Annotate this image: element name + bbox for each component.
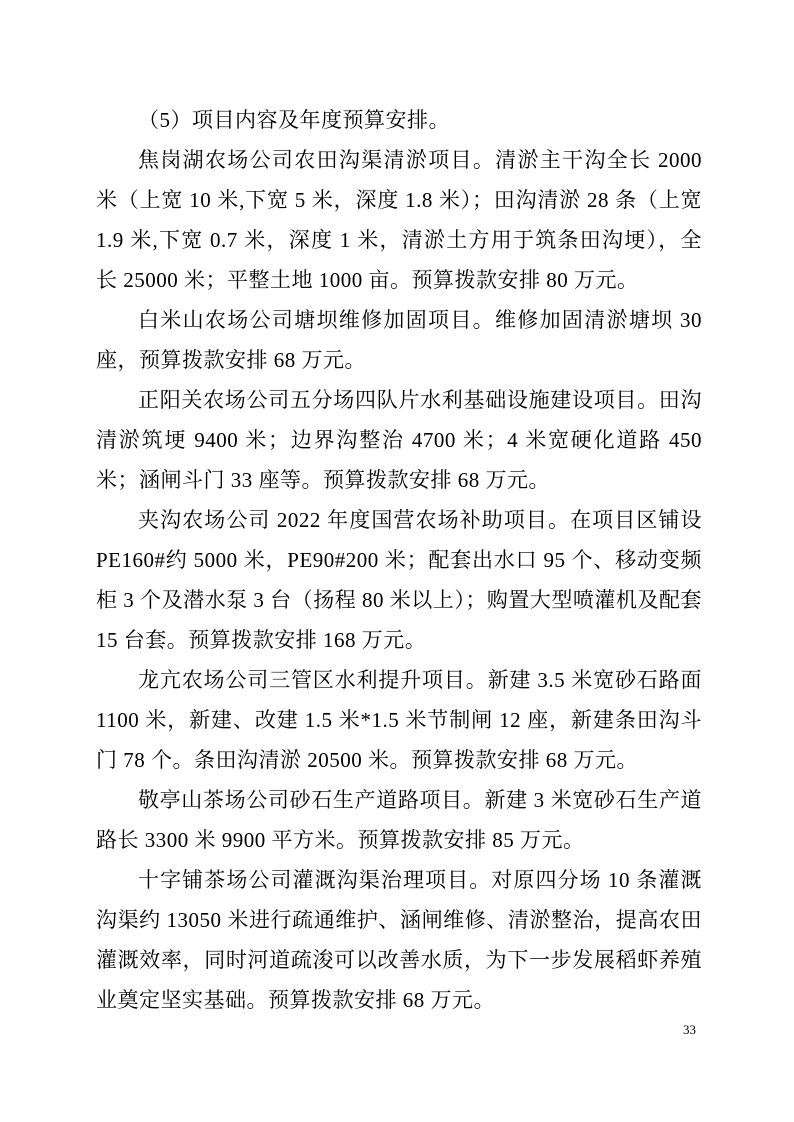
paragraph-jiaoganghu-farm: 焦岗湖农场公司农田沟渠清淤项目。清淤主干沟全长 2000 米（上宽 10 米,下宽 5 米，深度 1.8 米）；田沟清淤 28 条（上宽 1.9 米,下宽 0.7 米，深度 1 米，清淤土方用于筑条田沟埂），全长 25000 米；平整土地 1000 亩。预算拨款安排 80 万元。 (96, 148, 702, 292)
heading-item-5: （5）项目内容及年度预算安排。 (138, 108, 450, 132)
paragraph-zhengyangguan-farm: 正阳关农场公司五分场四队片水利基础设施建设项目。田沟清淤筑埂 9400 米；边界沟整治 4700 米；4 米宽硬化道路 450 米；涵闸斗门 33 座等。预算拨款安排 68 万元。 (96, 388, 702, 492)
paragraph-longkang-farm: 龙亢农场公司三管区水利提升项目。新建 3.5 米宽砂石路面 1100 米，新建、改建 1.5 米*1.5 米节制闸 12 座，新建条田沟斗门 78 个。条田沟清淤 20500 米。预算拨款安排 68 万元。 (96, 668, 702, 772)
page-number: 33 (683, 1022, 696, 1037)
paragraph-jingtingshan-teafarm: 敬亭山茶场公司砂石生产道路项目。新建 3 米宽砂石生产道路长 3300 米 9900 平方米。预算拨款安排 85 万元。 (96, 788, 702, 852)
document-body (96, 100, 702, 1020)
paragraph-jiagou-farm: 夹沟农场公司 2022 年度国营农场补助项目。在项目区铺设 PE160#约 5000 米，PE90#200 米；配套出水口 95 个、移动变频柜 3 个及潜水泵 3 台（扬程 80 米以上）；购置大型喷灌机及配套 15 台套。预算拨款安排 168 万元。 (96, 508, 702, 652)
paragraph-shizipu-teafarm: 十字铺茶场公司灌溉沟渠治理项目。对原四分场 10 条灌溉沟渠约 13050 米进行疏通维护、涵闸维修、清淤整治，提高农田灌溉效率，同时河道疏浚可以改善水质，为下一步发展稻虾养殖业奠定坚实基础。预算拨款安排 68 万元。 (96, 868, 702, 1012)
paragraph-baimishan-farm: 白米山农场公司塘坝维修加固项目。维修加固清淤塘坝 30 座，预算拨款安排 68 万元。 (96, 308, 702, 372)
